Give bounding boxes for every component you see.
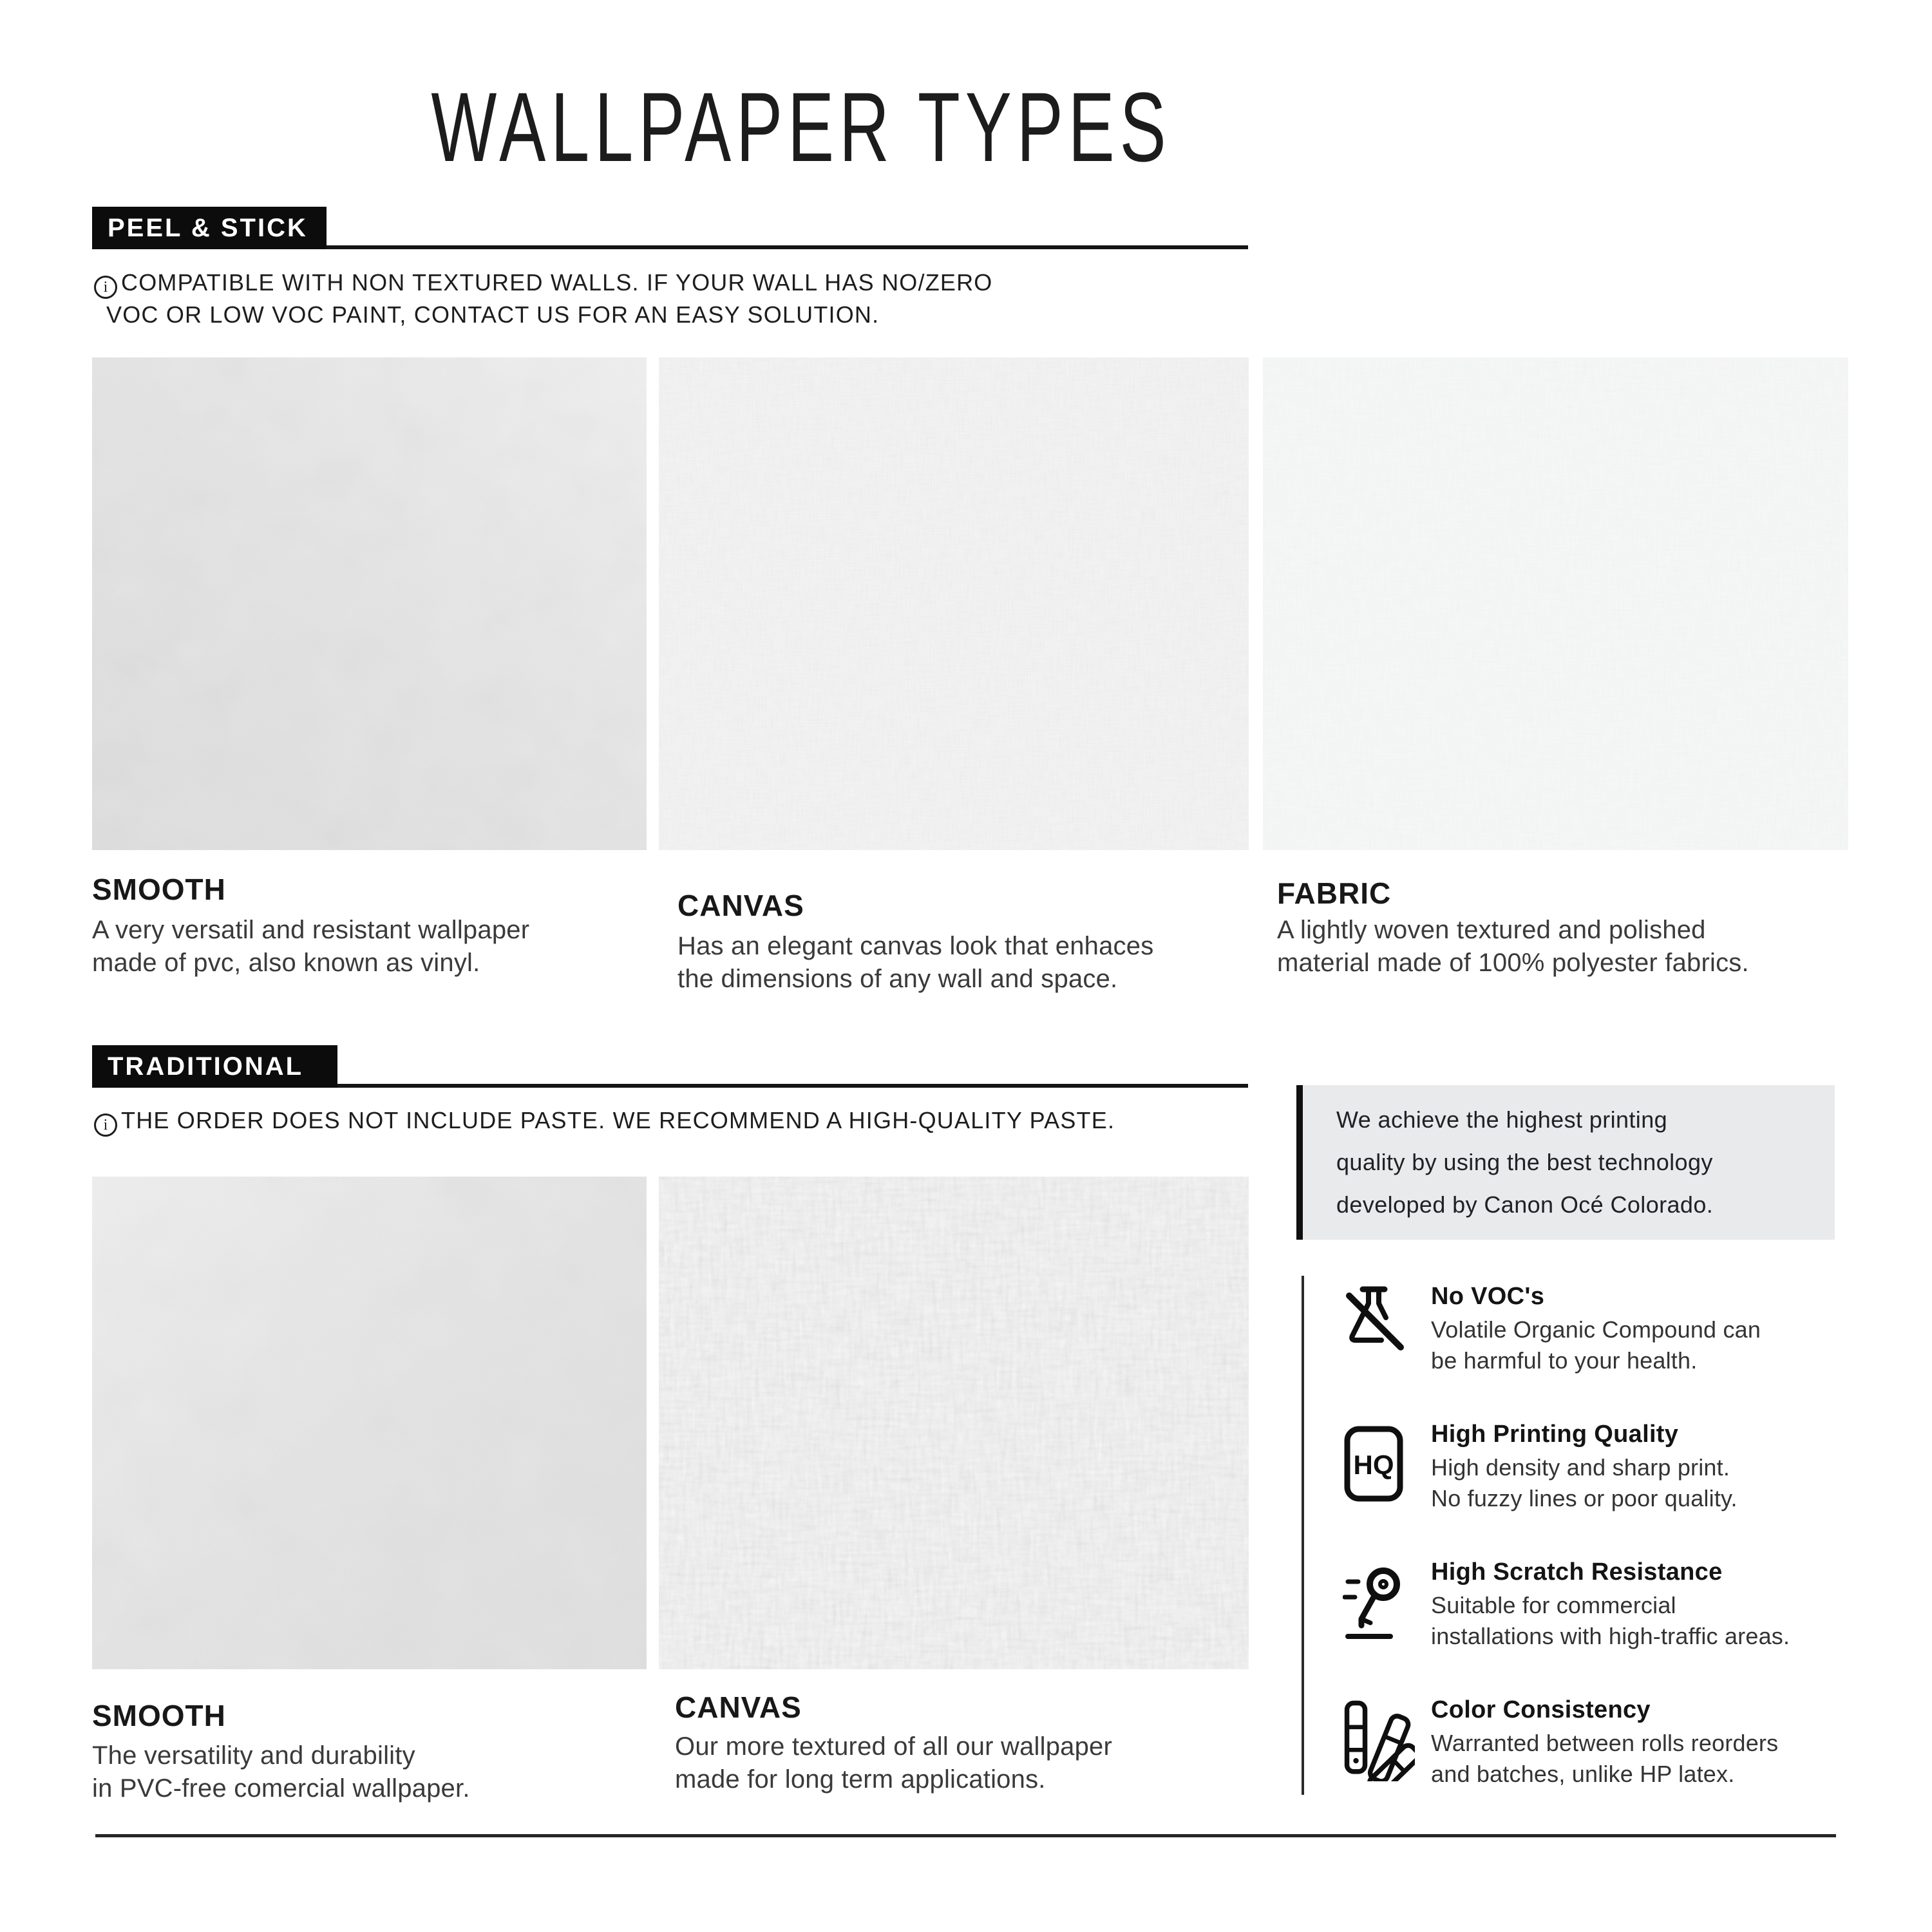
feature-high-printing-quality bbox=[1343, 1419, 1877, 1557]
peel-fabric-desc1: A lightly woven textured and polished bbox=[1277, 916, 1706, 944]
feature-desc-line1: Suitable for commercial bbox=[1431, 1592, 1676, 1618]
info-icon-glyph: i bbox=[103, 1117, 108, 1133]
page-title: WALLPAPER TYPES bbox=[431, 71, 1171, 182]
peel-fabric-desc2: material made of 100% polyester fabrics. bbox=[1277, 949, 1749, 977]
swatch-peel-fabric bbox=[1263, 357, 1848, 850]
peel-note-line2: VOC OR LOW VOC PAINT, CONTACT US FOR AN EASY SOLUTION. bbox=[106, 301, 880, 328]
smooth-texture-image bbox=[92, 1177, 647, 1669]
bottom-rule bbox=[95, 1834, 1836, 1837]
feature-desc-line2: installations with high-traffic areas. bbox=[1431, 1623, 1790, 1649]
feature-title: Color Consistency bbox=[1431, 1696, 1651, 1723]
traditional-note: THE ORDER DOES NOT INCLUDE PASTE. WE RECOMMEND A HIGH-QUALITY PASTE. bbox=[121, 1107, 1115, 1133]
no-voc-flask-icon bbox=[1343, 1283, 1407, 1363]
feature-desc-line1: High density and sharp print. bbox=[1431, 1454, 1730, 1481]
swatch-peel-smooth bbox=[92, 357, 647, 850]
section-badge-traditional bbox=[92, 1045, 337, 1088]
traditional-canvas-desc1: Our more textured of all our wallpaper bbox=[675, 1732, 1113, 1761]
peel-canvas-desc2: the dimensions of any wall and space. bbox=[677, 965, 1118, 993]
features-divider-line bbox=[1302, 1276, 1304, 1795]
feature-title: No VOC's bbox=[1431, 1283, 1545, 1310]
peel-smooth-desc2: made of pvc, also known as vinyl. bbox=[92, 949, 480, 977]
feature-desc-line1: Volatile Organic Compound can bbox=[1431, 1316, 1761, 1343]
traditional-smooth-desc2: in PVC-free comercial wallpaper. bbox=[92, 1774, 470, 1803]
fabric-texture-image bbox=[1263, 357, 1848, 850]
hq-badge-label: HQ bbox=[1353, 1450, 1394, 1480]
hq-badge-icon bbox=[1343, 1425, 1405, 1503]
traditional-canvas-title: CANVAS bbox=[675, 1690, 802, 1724]
feature-title: High Scratch Resistance bbox=[1431, 1558, 1723, 1586]
swatch-peel-canvas bbox=[659, 357, 1249, 850]
peel-smooth-desc1: A very versatil and resistant wallpaper bbox=[92, 916, 530, 944]
quality-box-accent-bar bbox=[1296, 1085, 1303, 1240]
feature-desc-line2: be harmful to your health. bbox=[1431, 1347, 1698, 1374]
feature-high-scratch-resistance bbox=[1343, 1557, 1877, 1695]
swatch-traditional-canvas bbox=[659, 1177, 1249, 1669]
peel-smooth-title: SMOOTH bbox=[92, 873, 226, 906]
traditional-smooth-desc1: The versatility and durability bbox=[92, 1741, 415, 1770]
section-badge-peel-label: PEEL & STICK bbox=[108, 213, 308, 242]
quality-note-line3: developed by Canon Océ Colorado. bbox=[1336, 1191, 1714, 1218]
peel-canvas-desc1: Has an elegant canvas look that enhaces bbox=[677, 932, 1154, 960]
key-scratch-icon bbox=[1343, 1558, 1407, 1643]
swatch-traditional-smooth bbox=[92, 1177, 647, 1669]
section-badge-traditional-label: TRADITIONAL bbox=[108, 1052, 304, 1081]
feature-desc-line2: and batches, unlike HP latex. bbox=[1431, 1761, 1735, 1787]
info-icon bbox=[94, 276, 117, 299]
feature-title: High Printing Quality bbox=[1431, 1421, 1679, 1448]
peel-note-line1: COMPATIBLE WITH NON TEXTURED WALLS. IF YOUR WALL HAS NO/ZERO bbox=[121, 269, 993, 296]
quality-note-line1: We achieve the highest printing bbox=[1336, 1106, 1668, 1133]
section-badge-peel bbox=[92, 207, 327, 249]
quality-note-line2: quality by using the best technology bbox=[1336, 1149, 1713, 1175]
peel-fabric-title: FABRIC bbox=[1277, 876, 1392, 910]
color-swatches-icon bbox=[1343, 1696, 1415, 1781]
traditional-smooth-title: SMOOTH bbox=[92, 1699, 226, 1732]
quality-note-box bbox=[1303, 1085, 1835, 1240]
info-icon bbox=[94, 1113, 117, 1137]
feature-color-consistency bbox=[1343, 1695, 1877, 1833]
feature-desc-line2: No fuzzy lines or poor quality. bbox=[1431, 1485, 1738, 1511]
feature-no-voc bbox=[1343, 1282, 1877, 1419]
smooth-texture-image bbox=[92, 357, 647, 850]
peel-canvas-title: CANVAS bbox=[677, 889, 804, 922]
rough-canvas-texture-image bbox=[659, 1177, 1249, 1669]
info-icon-glyph: i bbox=[103, 279, 108, 296]
traditional-canvas-desc2: made for long term applications. bbox=[675, 1765, 1046, 1794]
canvas-texture-image bbox=[659, 357, 1249, 850]
feature-desc-line1: Warranted between rolls reorders bbox=[1431, 1730, 1779, 1756]
